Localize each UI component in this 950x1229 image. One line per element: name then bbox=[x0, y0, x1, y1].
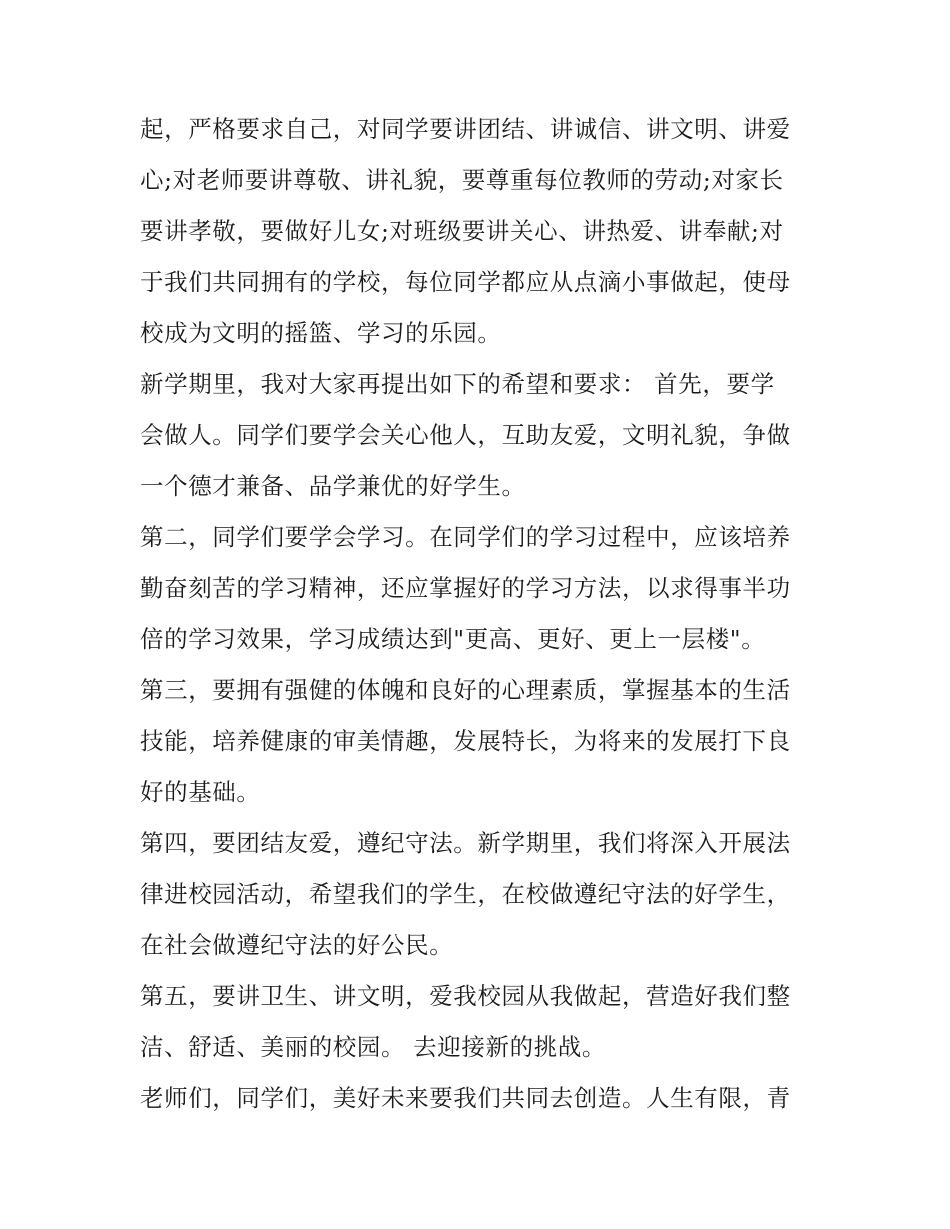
document-body bbox=[140, 104, 820, 1124]
paragraph-2 bbox=[140, 359, 820, 512]
text-line: 第五，要讲卫生、讲文明，爱我校园从我做起，营造好我们整 bbox=[140, 982, 791, 1010]
text-line: 勤奋刻苦的学习精神，还应掌握好的学习方法，以求得事半功 bbox=[140, 574, 791, 602]
text-line: 倍的学习效果，学习成绩达到"更高、更好、更上一层楼"。 bbox=[140, 625, 766, 653]
text-line: 第三，要拥有强健的体魄和良好的心理素质，掌握基本的生活 bbox=[140, 676, 791, 704]
paragraph-5 bbox=[140, 818, 820, 971]
text-line: 老师们，同学们，美好未来要我们共同去创造。人生有限，青 bbox=[140, 1084, 791, 1112]
text-line: 校成为文明的摇篮、学习的乐园。 bbox=[140, 319, 502, 347]
paragraph-4 bbox=[140, 665, 820, 818]
paragraph-6 bbox=[140, 971, 820, 1073]
text-line: 在社会做遵纪守法的好公民。 bbox=[140, 931, 454, 959]
paragraph-3 bbox=[140, 512, 820, 665]
paragraph-1 bbox=[140, 104, 820, 359]
text-line: 第四，要团结友爱，遵纪守法。新学期里，我们将深入开展法 bbox=[140, 829, 791, 857]
text-line: 起，严格要求自己，对同学要讲团结、讲诚信、讲文明、讲爱 bbox=[140, 115, 791, 143]
paragraph-7 bbox=[140, 1073, 820, 1124]
text-line: 要讲孝敬，要做好儿女;对班级要讲关心、讲热爱、讲奉献;对 bbox=[140, 217, 784, 245]
text-line: 第二，同学们要学会学习。在同学们的学习过程中，应该培养 bbox=[140, 523, 791, 551]
text-line: 一个德才兼备、品学兼优的好学生。 bbox=[140, 472, 526, 500]
text-line: 于我们共同拥有的学校，每位同学都应从点滴小事做起，使母 bbox=[140, 268, 791, 296]
text-line: 好的基础。 bbox=[140, 778, 261, 806]
text-line: 洁、舒适、美丽的校园。 去迎接新的挑战。 bbox=[140, 1033, 606, 1061]
text-line: 会做人。同学们要学会关心他人，互助友爱，文明礼貌，争做 bbox=[140, 421, 791, 449]
text-line: 技能，培养健康的审美情趣，发展特长，为将来的发展打下良 bbox=[140, 727, 791, 755]
text-line: 新学期里，我对大家再提出如下的希望和要求： 首先，要学 bbox=[140, 370, 775, 398]
text-line: 心;对老师要讲尊敬、讲礼貌，要尊重每位教师的劳动;对家长 bbox=[140, 166, 784, 194]
text-line: 律进校园活动，希望我们的学生，在校做遵纪守法的好学生， bbox=[140, 880, 791, 908]
